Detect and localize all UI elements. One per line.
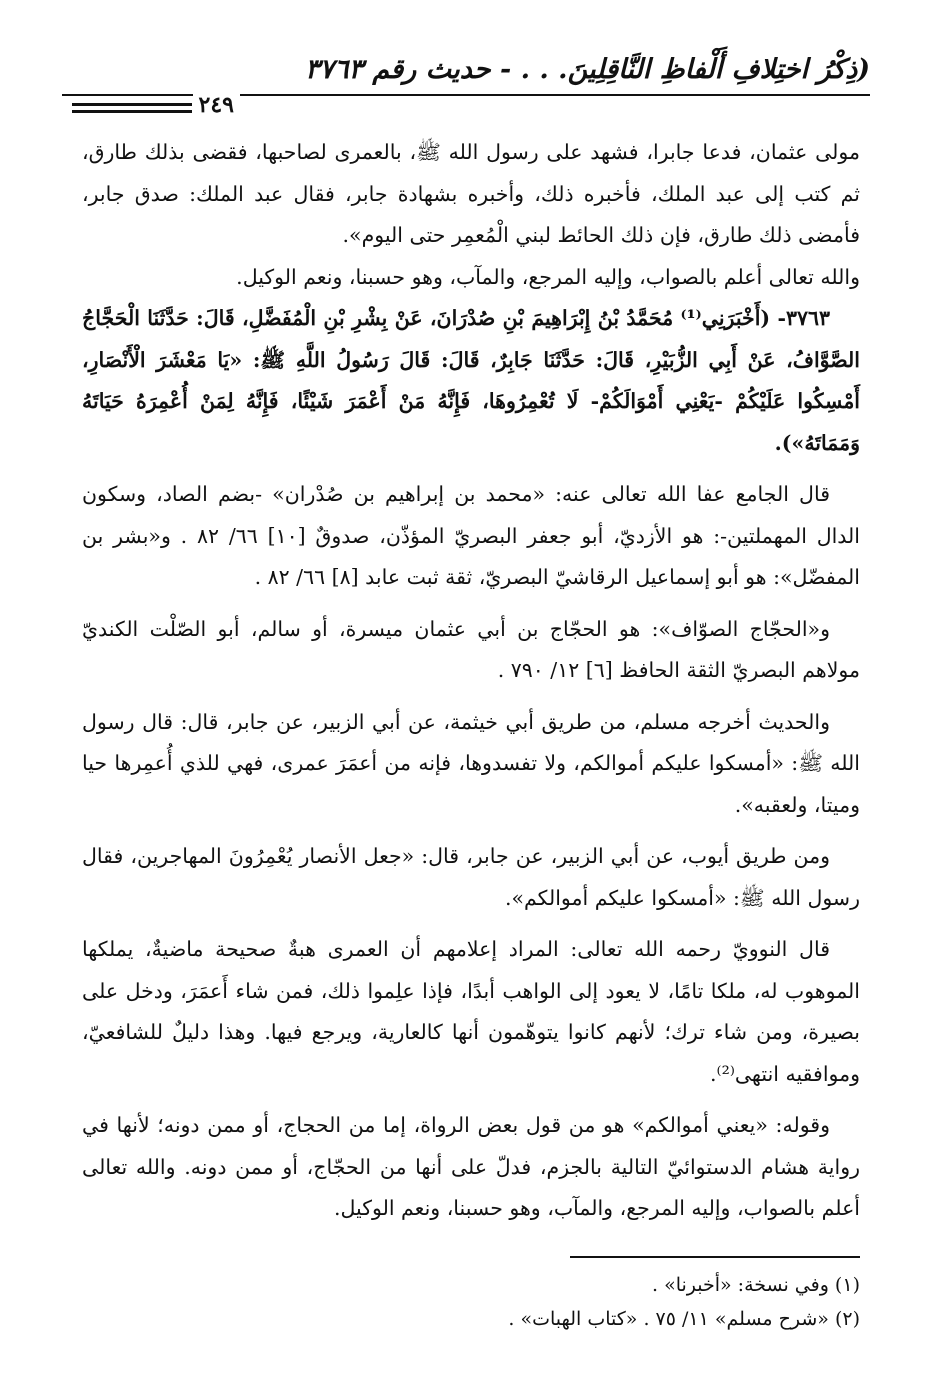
header-title: (ذِكْرُ اختِلافِ أَلْفاظِ النَّاقِلِينَ. . . - حديث رقم ٣٧٦٣ xyxy=(304,54,870,85)
footnotes xyxy=(82,1268,860,1336)
paragraph: والحديث أخرجه مسلم، من طريق أبي خيثمة، عن أبي الزبير، عن جابر، قال: قال رسول الله ﷺ: «أمسكوا عليكم أموالكم، ولا تفسدوها، فإنه من أعمَرَ عمرى، فهي للذي أُعمِرها حيا وميتا، ولعقبه». xyxy=(82,709,860,817)
paragraph: قال الجامع عفا الله تعالى عنه: «محمد بن إبراهيم بن صُدْران» -بضم الصاد، وسكون الدال المهملتين-: هو الأزديّ، أبو جعفر البصريّ المؤذّن، صدوقٌ [١٠] ٦٦/ ٨٢ . و«بشر بن المفضّل»: هو أبو إسماعيل الرقاشيّ البصريّ، ثقة ثبت عابد [٨] ٦٦/ ٨٢ . xyxy=(82,482,860,589)
running-header xyxy=(62,50,870,118)
paragraph: قال النوويّ رحمه الله تعالى: المراد إعلامهم أن العمرى هبةٌ صحيحة ماضيةٌ، يملكها الموهوب له، ملكا تامًا، لا يعود إلى الواهب أبدًا، فإذا علِموا ذلك، فمن شاء أَعمَرَ، ودخل على بصيرة، ومن شاء ترك؛ لأنهم كانوا يتوهّمون أنها كالعارية، ويرجع فيها. وهذا دليلٌ للشافعيّ، وموافقيه انتهى⁽²⁾. xyxy=(82,937,860,1086)
footnote: (١) وفي نسخة: «أخبرنا» . xyxy=(651,1274,860,1296)
paragraph: والله تعالى أعلم بالصواب، وإليه المرجع، والمآب، وهو حسبنا، ونعم الوكيل. xyxy=(236,264,860,289)
page-number-block xyxy=(72,90,262,120)
hadith-text: ٣٧٦٣- (أَخْبَرَنِي⁽¹⁾ مُحَمَّدُ بْنُ إِبْرَاهِيمَ بْنِ صُدْرَانَ، عَنْ بِشْرِ بْنِ الْمُفَضَّلِ، قَالَ: حَدَّثَنَا الْحَجَّاجُ الصَّوَّافُ، عَنْ أَبِي الزُّبَيْرِ، قَالَ: حَدَّثَنَا جَابِرٌ، قَالَ: قَالَ رَسُولُ اللَّهِ ﷺ: «يَا مَعْشَرَ الْأَنْصَارِ، أَمْسِكُوا عَلَيْكُمْ -يَعْنِي أَمْوَالَكُمْ- لَا تُعْمِرُوهَا، فَإِنَّهُ مَنْ أَعْمَرَ شَيْئًا، فَإِنَّهُ لِمَنْ أُعْمِرَهُ حَيَاتَهُ وَمَمَاتَهُ»). xyxy=(82,306,860,455)
page-number-rule-lower xyxy=(72,110,192,113)
page-number-rule-upper xyxy=(72,103,192,106)
paragraph: وقوله: «يعني أموالكم» هو من قول بعض الرواة، إما من الحجاج، أو ممن دونه؛ لأنها في رواية هشام الدستوائيّ التالية بالجزم، فدلّ على أنها من الحجّاج، أو ممن دونه. والله تعالى أعلم بالصواب، وإليه المرجع، والمآب، وهو حسبنا، ونعم الوكيل. xyxy=(82,1113,860,1220)
paragraph: مولى عثمان، فدعا جابرا، فشهد على رسول الله ﷺ، بالعمرى لصاحبها، فقضى بذلك طارق، ثم كتب إلى عبد الملك، فأخبره ذلك، وأخبره بشهادة جابر، فقال عبد الملك: صدق جابر، فأمضى ذلك طارق، فإن ذلك الحائط لبني الْمُعمِر حتى اليوم». xyxy=(82,140,860,247)
footnote: (٢) «شرح مسلم» ١١/ ٧٥ . «كتاب الهبات» . xyxy=(508,1308,860,1330)
main-text xyxy=(82,132,860,1230)
page-number: ٢٤٩ xyxy=(193,92,240,118)
paragraph: و«الحجّاج الصوّاف»: هو الحجّاج بن أبي عثمان ميسرة، أو سالم، أبو الصّلْت الكنديّ مولاهم البصريّ الثقة الحافظ [٦] ١٢/ ٧٩٠ . xyxy=(82,616,860,682)
footnote-separator xyxy=(570,1256,860,1258)
paragraph: ومن طريق أيوب، عن أبي الزبير، عن جابر، قال: «جعل الأنصار يُعْمِرُونَ المهاجرين، فقال رسول الله ﷺ: «أمسكوا عليكم أموالكم». xyxy=(82,844,860,910)
